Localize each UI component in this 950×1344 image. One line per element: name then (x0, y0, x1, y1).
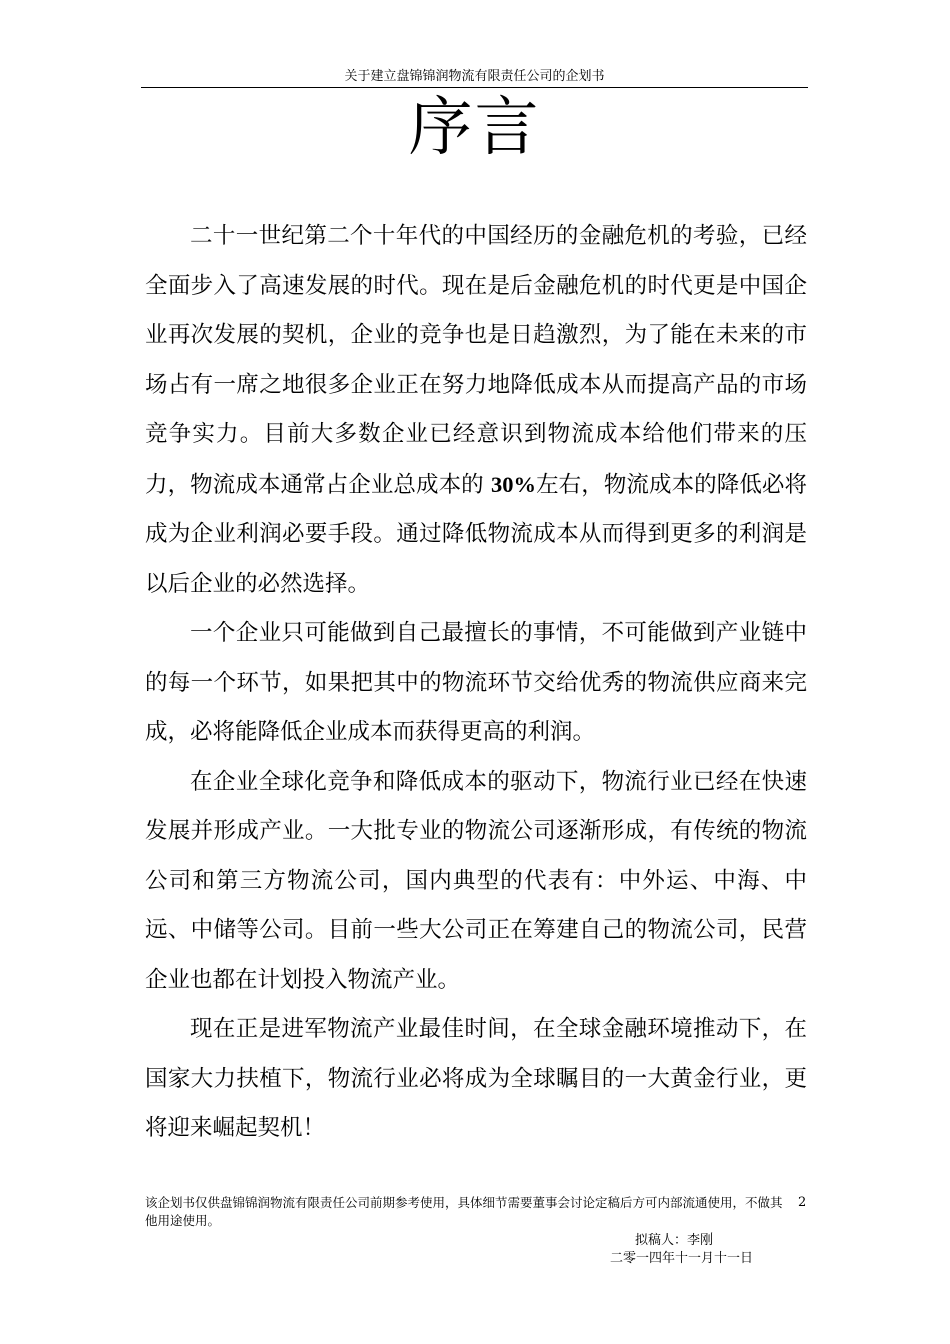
paragraph-3: 在企业全球化竞争和降低成本的驱动下，物流行业已经在快速发展并形成产业。一大批专业的物流公司逐渐形成，有传统的物流公司和第三方物流公司，国内典型的代表有：中外运、中海、中远、中储等公司。目前一些大公司正在筹建自己的物流公司，民营企业也都在计划投入物流产业。 (145, 768, 807, 993)
paragraph-4: 现在正是进军物流产业最佳时间，在全球金融环境推动下，在国家大力扶植下，物流行业必将成为全球瞩目的一大黄金行业，更将迎来崛起契机！ (145, 1016, 807, 1141)
document-body (145, 212, 807, 1154)
footer-note: 该企划书仅供盘锦锦润物流有限责任公司前期参考使用，具体细节需要董事会讨论定稿后方可内部流通使用，不做其他用途使用。 (145, 1195, 783, 1228)
author-line: 拟稿人：李刚 (635, 1233, 714, 1248)
page-number: 2 (798, 1195, 807, 1210)
date-line: 二零一四年十一月十一日 (610, 1251, 754, 1266)
header-divider (141, 87, 808, 88)
running-header: 关于建立盘锦锦润物流有限责任公司的企划书 (344, 69, 605, 84)
paragraph-1-part-2: 左右，物流成本的降低必将成为企业利润必要手段。通过降低物流成本从而得到更多的利润是以后企业的必然选择。 (145, 471, 807, 597)
paragraph-1 (145, 212, 807, 609)
paragraph-1-part-1: 二十一世纪第二个十年代的中国经历的金融危机的考验，已经全面步入了高速发展的时代。现在是后金融危机的时代更是中国企业再次发展的契机，企业的竞争也是日趋激烈，为了能在未来的市场占有一席之地很多企业正在努力地降低成本从而提高产品的市场竞争实力。目前大多数企业已经意识到物流成本给他们带来的压力，物流成本通常占企业总成本的 (145, 223, 807, 498)
percentage-highlight: 30% (490, 471, 536, 497)
paragraph-2: 一个企业只可能做到自己最擅长的事情，不可能做到产业链中的每一个环节，如果把其中的物流环节交给优秀的物流供应商来完成，必将能降低企业成本而获得更高的利润。 (145, 620, 807, 745)
page-title: 序言 (408, 91, 541, 165)
